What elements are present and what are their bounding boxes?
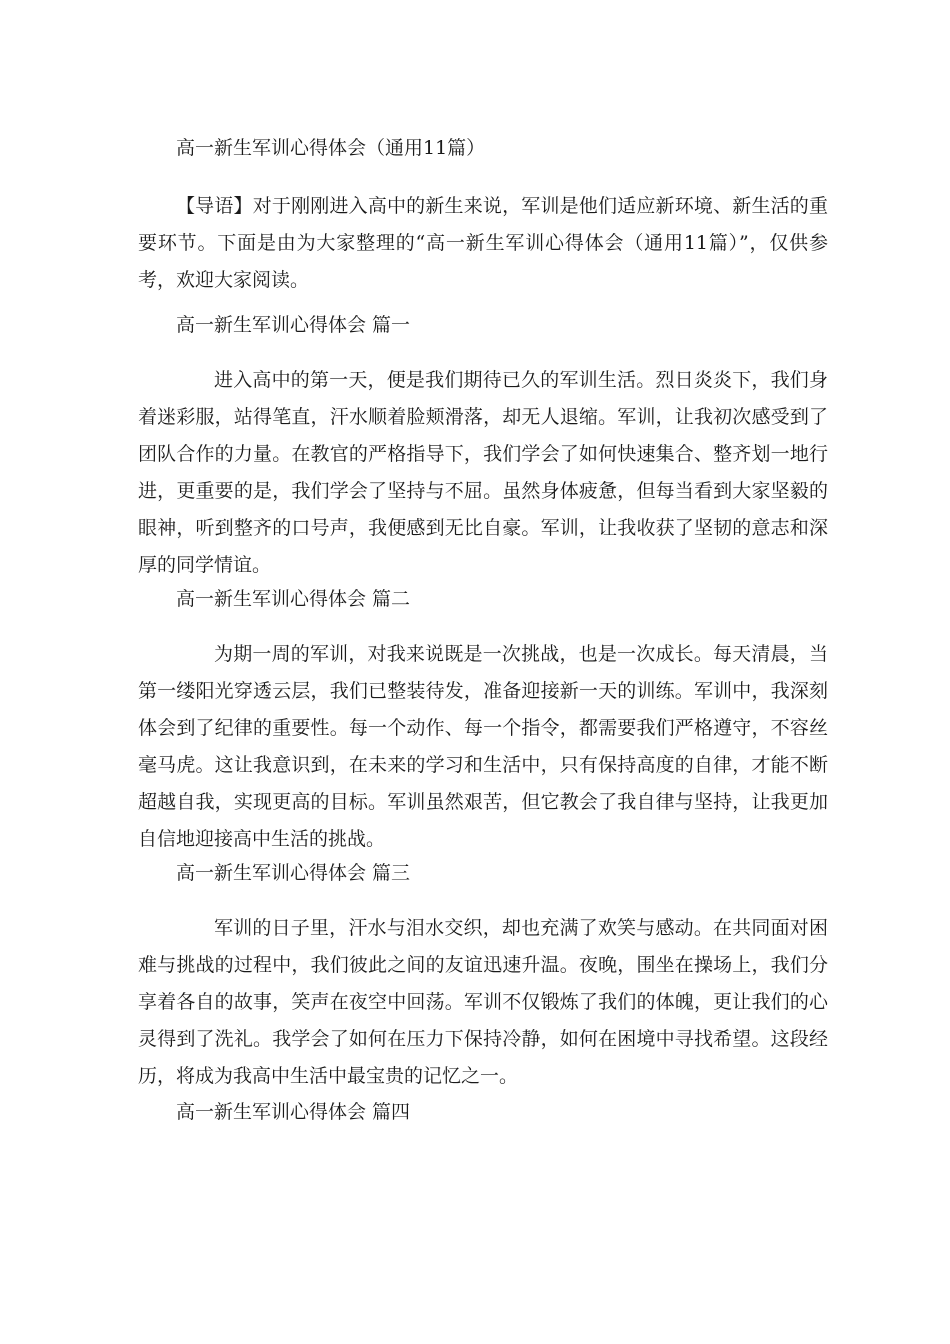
section-heading-4: 高一新生军训心得体会 篇四 xyxy=(176,1101,411,1123)
section-body-1: 进入高中的第一天，便是我们期待已久的军训生活。烈日炎炎下，我们身着迷彩服，站得笔直，汗水顺着脸颊滑落，却无人退缩。军训，让我初次感受到了团队合作的力量。在教官的严格指导下，我们学会了如何快速集合、整齐划一地行进，更重要的是，我们学会了坚持与不屈。虽然身体疲惫，但每当看到大家坚毅的眼神，听到整齐的口号声，我便感到无比自豪。军训，让我收获了坚韧的意志和深厚的同学情谊。 xyxy=(138,369,828,576)
section-body-3: 军训的日子里，汗水与泪水交织，却也充满了欢笑与感动。在共同面对困难与挑战的过程中，我们彼此之间的友谊迅速升温。夜晚，围坐在操场上，我们分享着各自的故事，笑声在夜空中回荡。军训不仅锻炼了我们的体魄，更让我们的心灵得到了洗礼。我学会了如何在压力下保持冷静，如何在困境中寻找希望。这段经历，将成为我高中生活中最宝贵的记忆之一。 xyxy=(138,917,828,1087)
section-heading-3: 高一新生军训心得体会 篇三 xyxy=(176,862,411,884)
document-title: 高一新生军训心得体会（通用11篇） xyxy=(176,137,486,159)
section-heading-2: 高一新生军训心得体会 篇二 xyxy=(176,588,411,610)
intro-paragraph: 【导语】对于刚刚进入高中的新生来说，军训是他们适应新环境、新生活的重要环节。下面是由为大家整理的“高一新生军训心得体会（通用11篇）”，仅供参考，欢迎大家阅读。 xyxy=(138,195,828,291)
section-body-2: 为期一周的军训，对我来说既是一次挑战，也是一次成长。每天清晨，当第一缕阳光穿透云层，我们已整装待发，准备迎接新一天的训练。军训中，我深刻体会到了纪律的重要性。每一个动作、每一个指令，都需要我们严格遵守，不容丝毫马虎。这让我意识到，在未来的学习和生活中，只有保持高度的自律，才能不断超越自我，实现更高的目标。军训虽然艰苦，但它教会了我自律与坚持，让我更加自信地迎接高中生活的挑战。 xyxy=(138,643,828,850)
section-heading-1: 高一新生军训心得体会 篇一 xyxy=(176,314,411,336)
